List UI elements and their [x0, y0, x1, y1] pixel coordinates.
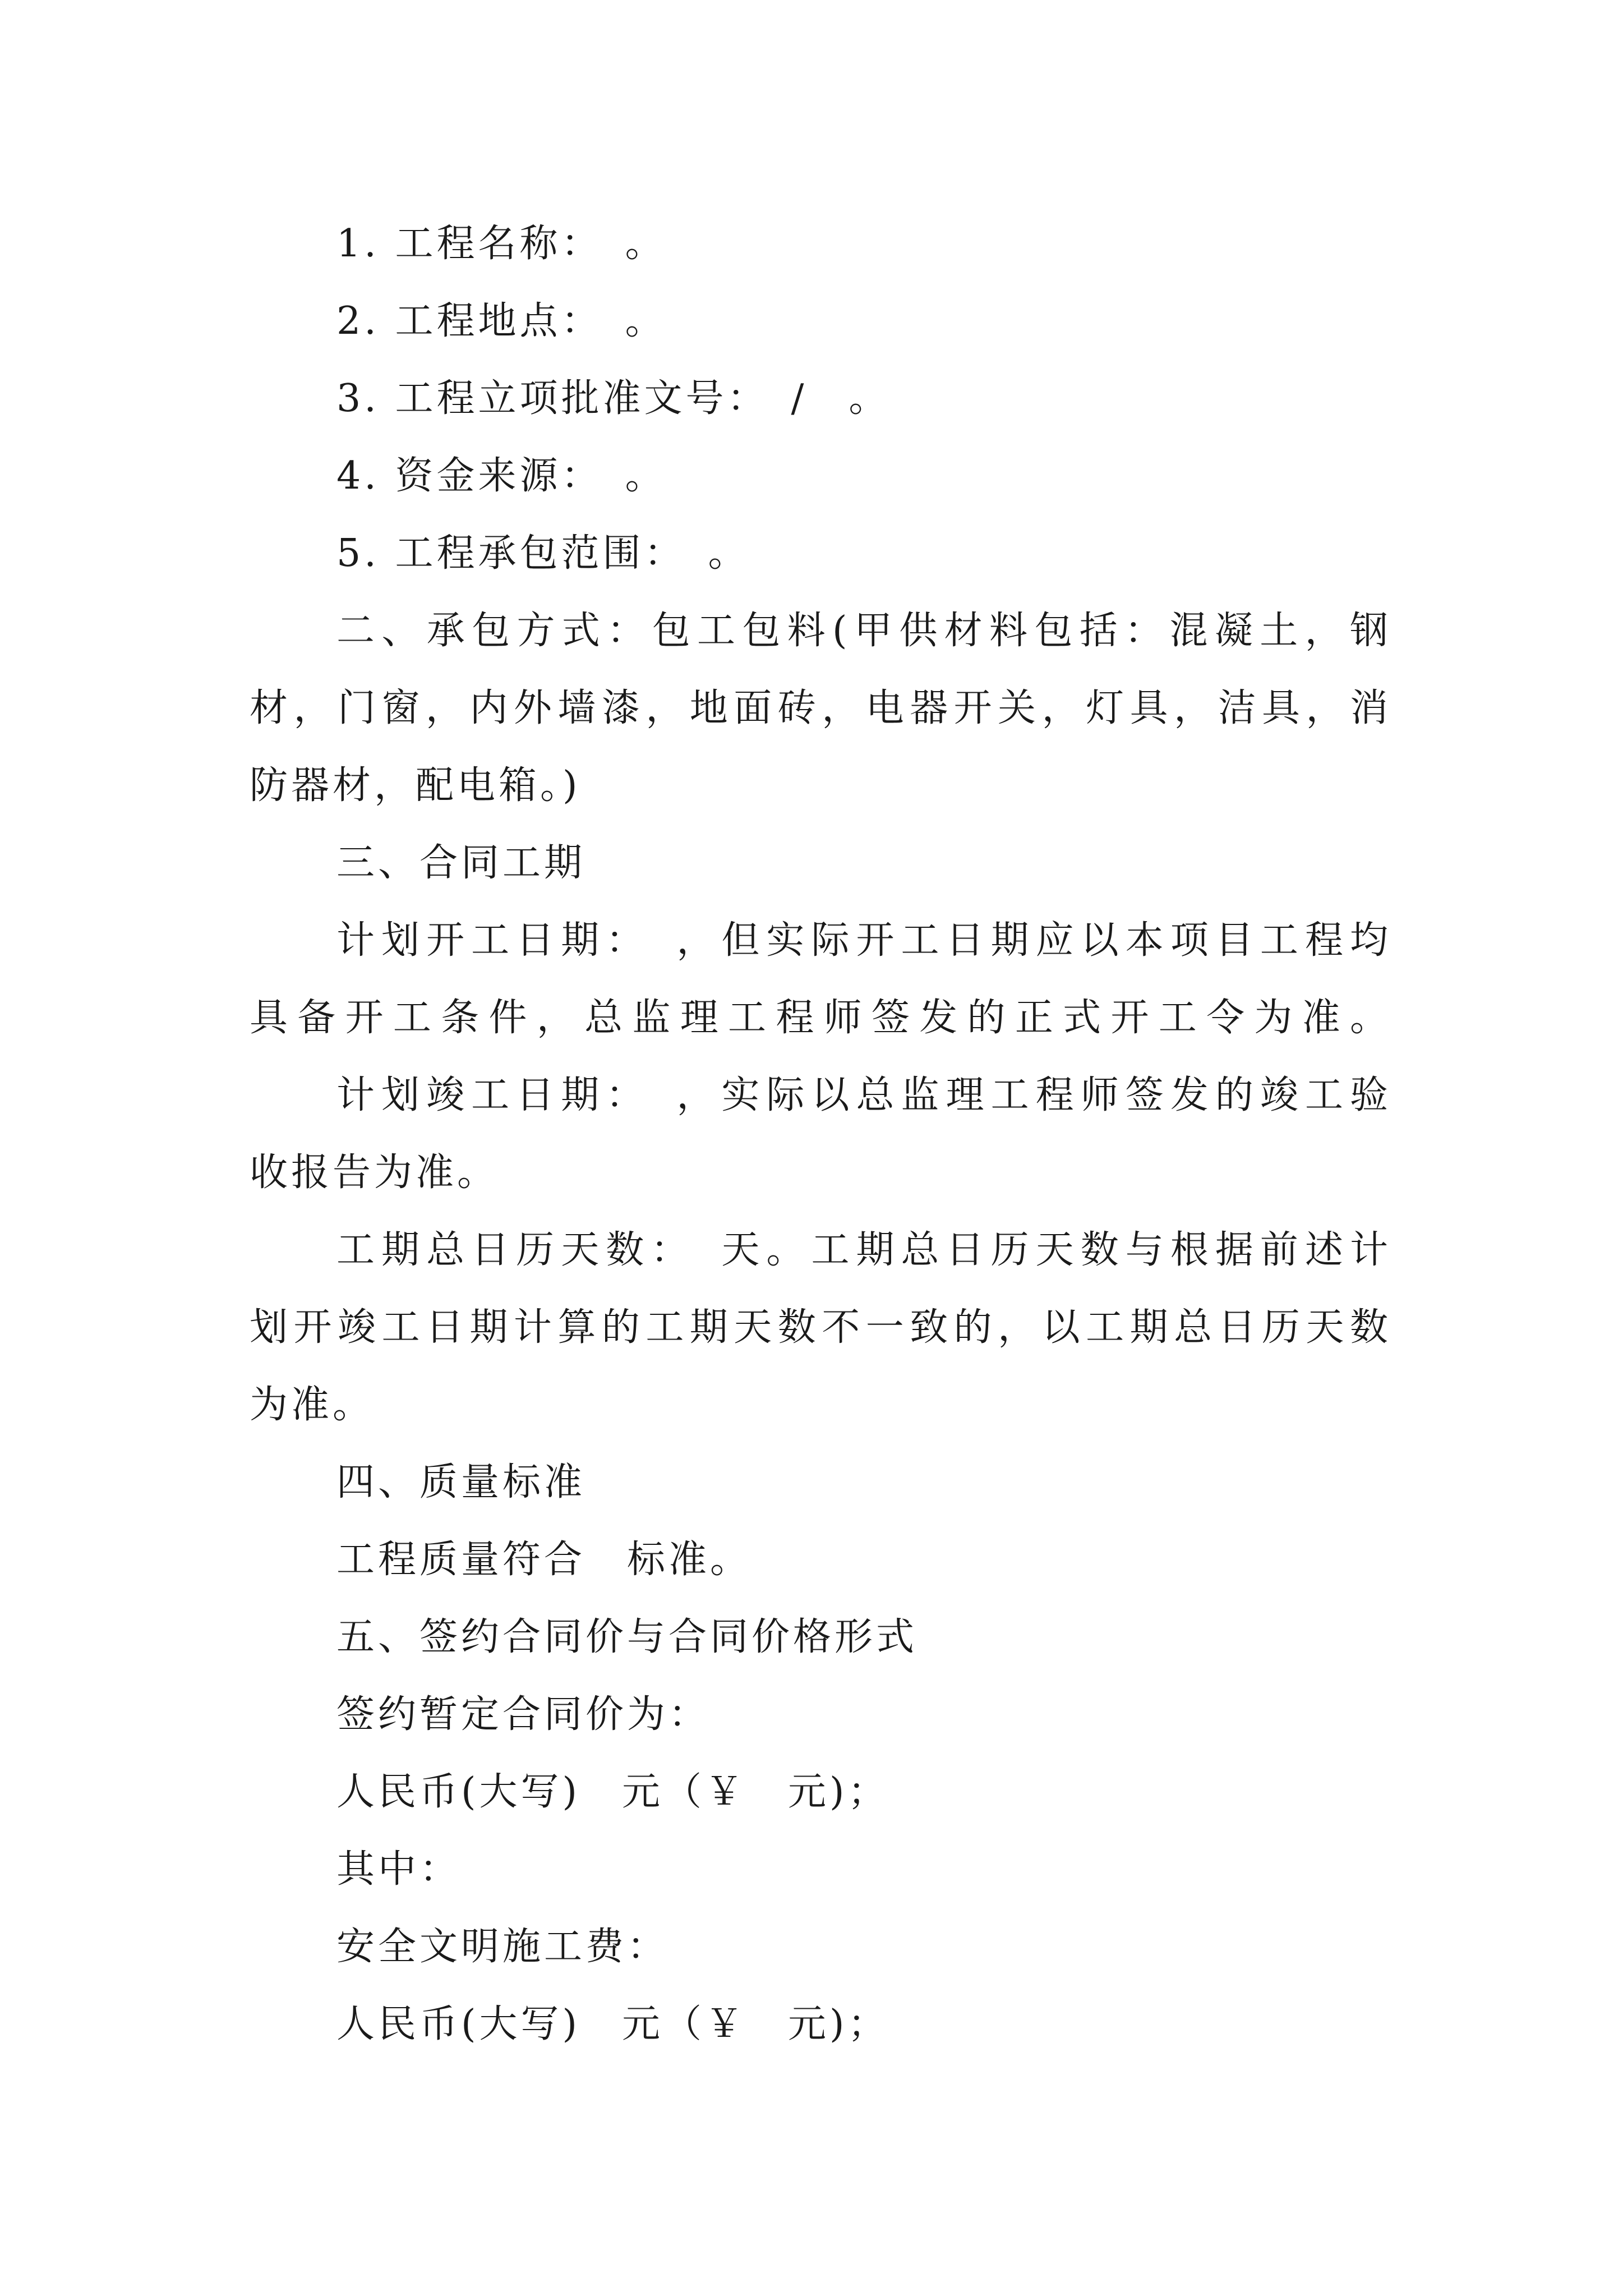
item-funding-source: 4. 资金来源： 。 — [336, 454, 667, 498]
total-days-line1: 工期总日历天数： 天。工期总日历天数与根据前述计 — [336, 1228, 1388, 1272]
total-days-line3: 为准。 — [250, 1383, 375, 1427]
quality-standard: 工程质量符合 标准。 — [336, 1538, 752, 1582]
item-approval-number: 3. 工程立项批准文号： / 。 — [336, 376, 891, 421]
planned-start-line1: 计划开工日期： ，但实际开工日期应以本项目工程均 — [336, 918, 1388, 963]
section-contract-method-line1: 二、承包方式：包工包料(甲供材料包括：混凝土，钢 — [336, 609, 1388, 653]
among-which-label: 其中： — [336, 1847, 462, 1892]
section-heading-price: 五、签约合同价与合同价格形式 — [336, 1615, 918, 1659]
section-heading-quality: 四、质量标准 — [336, 1460, 586, 1504]
total-days-line2: 划开竣工日期计算的工期天数不一致的，以工期总日历天数 — [250, 1305, 1388, 1350]
section-contract-method-line2: 材，门窗，内外墙漆，地面砖，电器开关，灯具，洁具，消 — [250, 686, 1388, 730]
section-heading-duration: 三、合同工期 — [336, 841, 586, 885]
item-project-location: 2. 工程地点： 。 — [336, 299, 667, 343]
planned-start-line2: 具备开工条件，总监理工程师签发的正式开工令为准。 — [250, 996, 1388, 1040]
provisional-price-label: 签约暂定合同价为： — [336, 1692, 711, 1737]
item-project-name: 1. 工程名称： 。 — [336, 222, 667, 266]
item-contract-scope: 5. 工程承包范围： 。 — [336, 531, 750, 576]
section-contract-method-line3: 防器材，配电箱。) — [250, 763, 581, 808]
safety-fee-label: 安全文明施工费： — [336, 1925, 669, 1969]
safety-fee-amount: 人民币(大写) 元（￥ 元)； — [336, 2002, 889, 2046]
planned-completion-line2: 收报告为准。 — [250, 1151, 499, 1195]
planned-completion-line1: 计划竣工日期： ，实际以总监理工程师签发的竣工验 — [336, 1073, 1388, 1117]
provisional-price-amount: 人民币(大写) 元（￥ 元)； — [336, 1770, 889, 1814]
